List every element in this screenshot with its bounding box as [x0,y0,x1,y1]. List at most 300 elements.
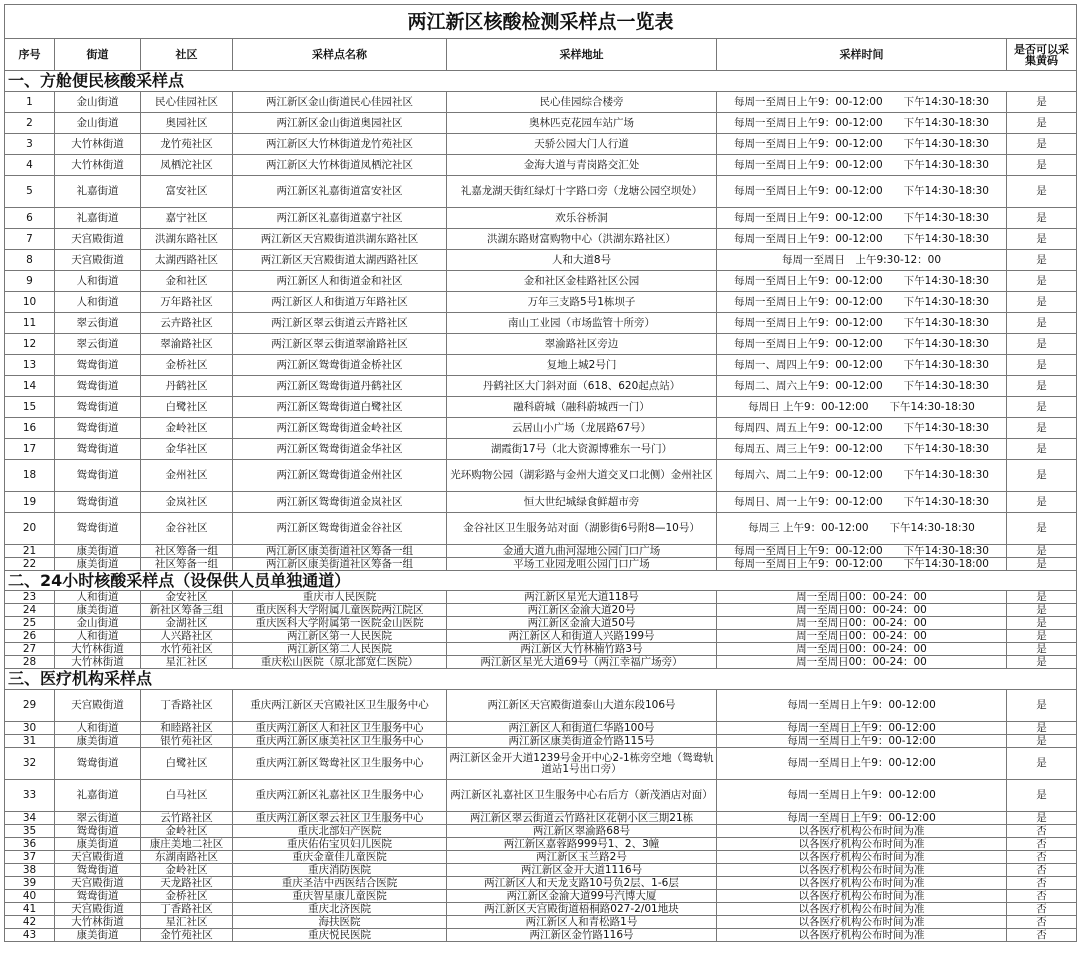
cell-time: 每周五、周三上午9：00-12:00 下午14:30-18:30 [717,439,1007,460]
cell-no: 8 [5,250,55,271]
cell-name: 两江新区第一人民医院 [233,630,447,643]
cell-address: 复地上城2号门 [447,355,717,376]
cell-community: 万年路社区 [141,292,233,313]
cell-no: 1 [5,92,55,113]
cell-address: 两江新区金开大道1239号金开中心2-1栋旁空地（鸳鸯轨道站1号出口旁） [447,748,717,780]
cell-address: 金谷社区卫生服务站对面（湖影街6号附8—10号） [447,513,717,545]
cell-street: 金山街道 [55,92,141,113]
cell-street: 天宫殿街道 [55,903,141,916]
cell-address: 两江新区金渝大道20号 [447,604,717,617]
cell-no: 25 [5,617,55,630]
cell-no: 17 [5,439,55,460]
section-title: 二、24小时核酸采样点（设保供人员单独通道） [5,571,1077,591]
cell-no: 5 [5,176,55,208]
table-row [5,355,1077,376]
header-cell-time: 采样时间 [717,39,1007,71]
cell-yellow-code: 是 [1007,545,1077,558]
cell-yellow-code: 是 [1007,722,1077,735]
cell-time: 每周一至周日上午9：00-12:00 [717,748,1007,780]
cell-yellow-code: 是 [1007,460,1077,492]
cell-name: 重庆两江新区人和社区卫生服务中心 [233,722,447,735]
cell-address: 翠渝路社区旁边 [447,334,717,355]
cell-no: 19 [5,492,55,513]
cell-address: 两江新区人和青松路1号 [447,916,717,929]
cell-street: 康美街道 [55,735,141,748]
table-row [5,439,1077,460]
cell-time: 每周一至周日上午9：00-12:00 [717,735,1007,748]
cell-yellow-code: 是 [1007,643,1077,656]
cell-yellow-code: 是 [1007,780,1077,812]
cell-no: 7 [5,229,55,250]
cell-community: 金岭社区 [141,825,233,838]
cell-time: 以各医疗机构公布时间为准 [717,877,1007,890]
cell-community: 金竹苑社区 [141,929,233,942]
cell-address: 金和社区金桂路社区公园 [447,271,717,292]
cell-no: 32 [5,748,55,780]
cell-yellow-code: 是 [1007,591,1077,604]
cell-community: 洪湖东路社区 [141,229,233,250]
cell-yellow-code: 是 [1007,271,1077,292]
table-row [5,229,1077,250]
table-row [5,656,1077,669]
header-cell-no: 序号 [5,39,55,71]
cell-address: 礼嘉龙湖天街红绿灯十字路口旁（龙塘公园空坝处） [447,176,717,208]
table-row [5,604,1077,617]
table-row [5,460,1077,492]
cell-street: 人和街道 [55,292,141,313]
cell-community: 太湖西路社区 [141,250,233,271]
cell-yellow-code: 是 [1007,492,1077,513]
cell-time: 以各医疗机构公布时间为准 [717,916,1007,929]
cell-community: 社区筹备一组 [141,558,233,571]
cell-community: 翠渝路社区 [141,334,233,355]
cell-time: 每周一至周日上午9：00-12:00 [717,812,1007,825]
cell-street: 鸳鸯街道 [55,439,141,460]
table-row [5,690,1077,722]
cell-no: 18 [5,460,55,492]
cell-yellow-code: 否 [1007,890,1077,903]
cell-address: 天骄公园大门人行道 [447,134,717,155]
cell-yellow-code: 是 [1007,176,1077,208]
cell-time: 每周一至周日上午9：00-12:00 下午14:30-18:30 [717,176,1007,208]
cell-community: 白鹭社区 [141,397,233,418]
cell-yellow-code: 是 [1007,690,1077,722]
table-row [5,735,1077,748]
cell-address: 人和大道8号 [447,250,717,271]
table-row [5,334,1077,355]
cell-street: 鸳鸯街道 [55,418,141,439]
cell-time: 每周日 上午9：00-12:00 下午14:30-18:30 [717,397,1007,418]
page-title: 两江新区核酸检测采样点一览表 [5,5,1077,39]
table-row [5,313,1077,334]
cell-name: 重庆医科大学附属儿童医院两江院区 [233,604,447,617]
cell-address: 金海大道与青岗路交汇处 [447,155,717,176]
cell-address: 恒大世纪城绿食鲜超市旁 [447,492,717,513]
cell-yellow-code: 是 [1007,558,1077,571]
cell-no: 12 [5,334,55,355]
cell-community: 东湖南路社区 [141,851,233,864]
table-row [5,176,1077,208]
cell-yellow-code: 是 [1007,439,1077,460]
cell-address: 两江新区天宫殿街道泰山大道东段106号 [447,690,717,722]
cell-no: 29 [5,690,55,722]
cell-name: 两江新区鸳鸯街道白鹭社区 [233,397,447,418]
cell-address: 云居山小广场（龙展路67号） [447,418,717,439]
header-cell-yellow-code: 是否可以采集黄码 [1007,39,1077,71]
cell-address: 光环购物公园（湖彩路与金州大道交叉口北侧）金州社区 [447,460,717,492]
cell-street: 康美街道 [55,838,141,851]
table-row [5,890,1077,903]
header-cell-address: 采样地址 [447,39,717,71]
cell-yellow-code: 是 [1007,355,1077,376]
table-row [5,812,1077,825]
cell-yellow-code: 否 [1007,851,1077,864]
cell-community: 银竹苑社区 [141,735,233,748]
cell-name: 重庆佑佑宝贝妇儿医院 [233,838,447,851]
cell-community: 金州社区 [141,460,233,492]
header-cell-community: 社区 [141,39,233,71]
table-row [5,376,1077,397]
cell-address: 两江新区人和街道仁华路100号 [447,722,717,735]
table-row [5,825,1077,838]
cell-address: 湖霞街17号（北大资源博雅东一号门） [447,439,717,460]
cell-street: 鸳鸯街道 [55,397,141,418]
table-row [5,545,1077,558]
table-row [5,877,1077,890]
cell-name: 重庆两江新区翠云社区卫生服务中心 [233,812,447,825]
cell-community: 龙竹苑社区 [141,134,233,155]
cell-yellow-code: 否 [1007,877,1077,890]
cell-yellow-code: 是 [1007,155,1077,176]
cell-time: 每周一至周日上午9：00-12:00 下午14:30-18:30 [717,313,1007,334]
cell-community: 星汇社区 [141,916,233,929]
cell-address: 融科蔚城（融科蔚城西一门） [447,397,717,418]
cell-no: 31 [5,735,55,748]
cell-no: 14 [5,376,55,397]
cell-time: 每周一至周日上午9：00-12:00 下午14:30-18:30 [717,155,1007,176]
cell-street: 翠云街道 [55,313,141,334]
cell-name: 两江新区人和街道万年路社区 [233,292,447,313]
cell-street: 大竹林街道 [55,643,141,656]
cell-time: 每周四、周五上午9：00-12:00 下午14:30-18:30 [717,418,1007,439]
cell-address: 洪湖东路财富购物中心（洪湖东路社区） [447,229,717,250]
cell-no: 27 [5,643,55,656]
cell-street: 翠云街道 [55,334,141,355]
cell-name: 两江新区鸳鸯街道金华社区 [233,439,447,460]
cell-address: 两江新区大竹林楠竹路3号 [447,643,717,656]
cell-time: 每周三 上午9：00-12:00 下午14:30-18:30 [717,513,1007,545]
cell-community: 金桥社区 [141,355,233,376]
cell-name: 两江新区礼嘉街道富安社区 [233,176,447,208]
cell-street: 大竹林街道 [55,155,141,176]
cell-no: 36 [5,838,55,851]
cell-time: 以各医疗机构公布时间为准 [717,825,1007,838]
cell-street: 鸳鸯街道 [55,460,141,492]
cell-name: 重庆两江新区鸳鸯社区卫生服务中心 [233,748,447,780]
cell-time: 每周一至周日上午9：00-12:00 [717,690,1007,722]
cell-no: 13 [5,355,55,376]
table-row [5,630,1077,643]
cell-address: 两江新区星光大道118号 [447,591,717,604]
table-row [5,155,1077,176]
cell-street: 礼嘉街道 [55,780,141,812]
cell-community: 金岭社区 [141,864,233,877]
cell-address: 两江新区人和天龙支路10号负2层、1-6层 [447,877,717,890]
header-cell-name: 采样点名称 [233,39,447,71]
cell-address: 丹鹤社区大门斜对面（618、620起点站） [447,376,717,397]
cell-time: 每周一、周四上午9：00-12:00 下午14:30-18:30 [717,355,1007,376]
cell-name: 重庆医科大学附属第一医院金山医院 [233,617,447,630]
cell-time: 每周六、周二上午9：00-12:00 下午14:30-18:30 [717,460,1007,492]
cell-address: 两江新区人和街道人兴路199号 [447,630,717,643]
cell-community: 水竹苑社区 [141,643,233,656]
section-header [5,571,1077,591]
cell-name: 重庆金童佳儿童医院 [233,851,447,864]
cell-yellow-code: 是 [1007,617,1077,630]
cell-time: 每周一至周日上午9：00-12:00 下午14:30-18:00 [717,558,1007,571]
cell-name: 两江新区鸳鸯街道丹鹤社区 [233,376,447,397]
cell-name: 海扶医院 [233,916,447,929]
cell-no: 4 [5,155,55,176]
cell-community: 云卉路社区 [141,313,233,334]
cell-yellow-code: 是 [1007,113,1077,134]
cell-street: 鸳鸯街道 [55,748,141,780]
cell-no: 43 [5,929,55,942]
cell-time: 每周一至周日上午9：00-12:00 下午14:30-18:30 [717,208,1007,229]
cell-no: 35 [5,825,55,838]
cell-yellow-code: 是 [1007,735,1077,748]
cell-no: 34 [5,812,55,825]
cell-street: 康美街道 [55,604,141,617]
cell-street: 翠云街道 [55,812,141,825]
cell-street: 天宫殿街道 [55,229,141,250]
cell-time: 每周一至周日上午9：00-12:00 下午14:30-18:30 [717,113,1007,134]
cell-community: 丁香路社区 [141,903,233,916]
cell-community: 金华社区 [141,439,233,460]
cell-community: 白鹭社区 [141,748,233,780]
cell-street: 鸳鸯街道 [55,376,141,397]
cell-community: 丁香路社区 [141,690,233,722]
cell-name: 两江新区鸳鸯街道金岭社区 [233,418,447,439]
cell-yellow-code: 是 [1007,92,1077,113]
cell-community: 嘉宁社区 [141,208,233,229]
cell-yellow-code: 否 [1007,903,1077,916]
table-row [5,208,1077,229]
cell-no: 2 [5,113,55,134]
cell-address: 两江新区嘉蓉路999号1、2、3幢 [447,838,717,851]
cell-name: 两江新区金山街道民心佳园社区 [233,92,447,113]
cell-community: 金湖社区 [141,617,233,630]
cell-name: 重庆两江新区礼嘉社区卫生服务中心 [233,780,447,812]
cell-name: 两江新区翠云街道翠渝路社区 [233,334,447,355]
section-title: 一、方舱便民核酸采样点 [5,71,1077,92]
table-row [5,916,1077,929]
cell-street: 金山街道 [55,617,141,630]
cell-name: 重庆松山医院（原北部宽仁医院） [233,656,447,669]
cell-street: 大竹林街道 [55,134,141,155]
cell-no: 28 [5,656,55,669]
cell-street: 康美街道 [55,929,141,942]
cell-name: 重庆市人民医院 [233,591,447,604]
cell-address: 两江新区金开大道1116号 [447,864,717,877]
cell-time: 每周日、周一上午9：00-12:00 下午14:30-18:30 [717,492,1007,513]
cell-address: 两江新区玉兰路2号 [447,851,717,864]
cell-address: 两江新区星光大道69号（两江幸福广场旁） [447,656,717,669]
cell-address: 两江新区翠云街道云竹路社区花朝小区三期21栋 [447,812,717,825]
cell-no: 20 [5,513,55,545]
cell-time: 每周一至周日上午9：00-12:00 下午14:30-18:30 [717,334,1007,355]
cell-yellow-code: 是 [1007,376,1077,397]
cell-yellow-code: 否 [1007,929,1077,942]
cell-yellow-code: 是 [1007,208,1077,229]
table-row [5,617,1077,630]
cell-name: 重庆消防医院 [233,864,447,877]
cell-address: 奥林匹克花园车站广场 [447,113,717,134]
table-row [5,780,1077,812]
cell-community: 金岚社区 [141,492,233,513]
cell-no: 38 [5,864,55,877]
cell-time: 每周二、周六上午9：00-12:00 下午14:30-18:30 [717,376,1007,397]
cell-yellow-code: 是 [1007,250,1077,271]
cell-address: 两江新区金渝大道50号 [447,617,717,630]
cell-street: 礼嘉街道 [55,176,141,208]
cell-no: 10 [5,292,55,313]
cell-community: 民心佳园社区 [141,92,233,113]
cell-name: 两江新区金山街道奥园社区 [233,113,447,134]
cell-name: 两江新区礼嘉街道嘉宁社区 [233,208,447,229]
cell-yellow-code: 是 [1007,134,1077,155]
cell-street: 人和街道 [55,271,141,292]
cell-time: 周一至周日00：00-24：00 [717,604,1007,617]
cell-no: 22 [5,558,55,571]
table-row [5,418,1077,439]
cell-address: 金通大道九曲河湿地公园门口广场 [447,545,717,558]
cell-time: 每周一至周日 上午9:30-12：00 [717,250,1007,271]
cell-address: 两江新区康美街道金竹路115号 [447,735,717,748]
cell-street: 鸳鸯街道 [55,492,141,513]
table-row [5,591,1077,604]
cell-no: 3 [5,134,55,155]
cell-street: 康美街道 [55,545,141,558]
table-row [5,851,1077,864]
cell-community: 星汇社区 [141,656,233,669]
cell-name: 两江新区康美街道社区筹备一组 [233,545,447,558]
cell-no: 21 [5,545,55,558]
cell-community: 金桥社区 [141,890,233,903]
cell-name: 两江新区天宫殿街道太湖西路社区 [233,250,447,271]
cell-community: 丹鹤社区 [141,376,233,397]
cell-no: 37 [5,851,55,864]
cell-address: 民心佳园综合楼旁 [447,92,717,113]
cell-time: 每周一至周日上午9：00-12:00 [717,722,1007,735]
cell-street: 天宫殿街道 [55,851,141,864]
cell-name: 两江新区大竹林街道龙竹苑社区 [233,134,447,155]
cell-time: 周一至周日00：00-24：00 [717,643,1007,656]
cell-no: 40 [5,890,55,903]
table-row [5,748,1077,780]
cell-yellow-code: 是 [1007,656,1077,669]
table-row [5,271,1077,292]
cell-time: 每周一至周日上午9：00-12:00 下午14:30-18:30 [717,292,1007,313]
cell-yellow-code: 是 [1007,513,1077,545]
cell-community: 富安社区 [141,176,233,208]
cell-community: 金安社区 [141,591,233,604]
cell-name: 重庆智星康儿童医院 [233,890,447,903]
cell-name: 重庆两江新区康美社区卫生服务中心 [233,735,447,748]
cell-yellow-code: 否 [1007,838,1077,851]
cell-no: 39 [5,877,55,890]
cell-address: 两江新区翠渝路68号 [447,825,717,838]
cell-street: 鸳鸯街道 [55,355,141,376]
cell-community: 金岭社区 [141,418,233,439]
cell-address: 两江新区金渝大道99号汽博大厦 [447,890,717,903]
cell-no: 6 [5,208,55,229]
cell-yellow-code: 是 [1007,418,1077,439]
cell-time: 每周一至周日上午9：00-12:00 下午14:30-18:30 [717,229,1007,250]
cell-name: 重庆悦民医院 [233,929,447,942]
cell-name: 重庆北济医院 [233,903,447,916]
cell-time: 每周一至周日上午9：00-12:00 下午14:30-18:30 [717,271,1007,292]
cell-time: 以各医疗机构公布时间为准 [717,929,1007,942]
cell-community: 社区筹备一组 [141,545,233,558]
cell-time: 每周一至周日上午9：00-12:00 下午14:30-18:30 [717,134,1007,155]
table-row [5,134,1077,155]
cell-no: 42 [5,916,55,929]
cell-yellow-code: 是 [1007,748,1077,780]
table-row [5,929,1077,942]
cell-street: 大竹林街道 [55,656,141,669]
cell-no: 23 [5,591,55,604]
cell-address: 两江新区金竹路116号 [447,929,717,942]
cell-no: 24 [5,604,55,617]
cell-yellow-code: 是 [1007,229,1077,250]
cell-community: 凤栖沱社区 [141,155,233,176]
cell-yellow-code: 否 [1007,825,1077,838]
table-row [5,558,1077,571]
table-row [5,513,1077,545]
cell-address: 两江新区天宫殿街道梧桐路027-2/01地块 [447,903,717,916]
cell-community: 金谷社区 [141,513,233,545]
section-header [5,669,1077,690]
cell-name: 两江新区鸳鸯街道金岚社区 [233,492,447,513]
cell-yellow-code: 是 [1007,604,1077,617]
table-row [5,492,1077,513]
cell-time: 每周一至周日上午9：00-12:00 下午14:30-18:30 [717,92,1007,113]
cell-yellow-code: 是 [1007,812,1077,825]
cell-no: 33 [5,780,55,812]
cell-street: 天宫殿街道 [55,690,141,722]
cell-no: 11 [5,313,55,334]
cell-yellow-code: 是 [1007,292,1077,313]
cell-street: 礼嘉街道 [55,208,141,229]
table-row [5,864,1077,877]
cell-community: 新社区筹备三组 [141,604,233,617]
table-row [5,292,1077,313]
cell-address: 两江新区礼嘉社区卫生服务中心右后方（新茂酒店对面） [447,780,717,812]
table-row [5,838,1077,851]
cell-name: 两江新区第二人民医院 [233,643,447,656]
cell-address: 南山工业园（市场监管十所旁） [447,313,717,334]
table-row [5,903,1077,916]
cell-street: 康美街道 [55,558,141,571]
section-header [5,71,1077,92]
cell-name: 两江新区翠云街道云卉路社区 [233,313,447,334]
cell-community: 人兴路社区 [141,630,233,643]
cell-street: 人和街道 [55,591,141,604]
cell-time: 周一至周日00：00-24：00 [717,656,1007,669]
cell-street: 金山街道 [55,113,141,134]
cell-name: 重庆圣洁中西医结合医院 [233,877,447,890]
